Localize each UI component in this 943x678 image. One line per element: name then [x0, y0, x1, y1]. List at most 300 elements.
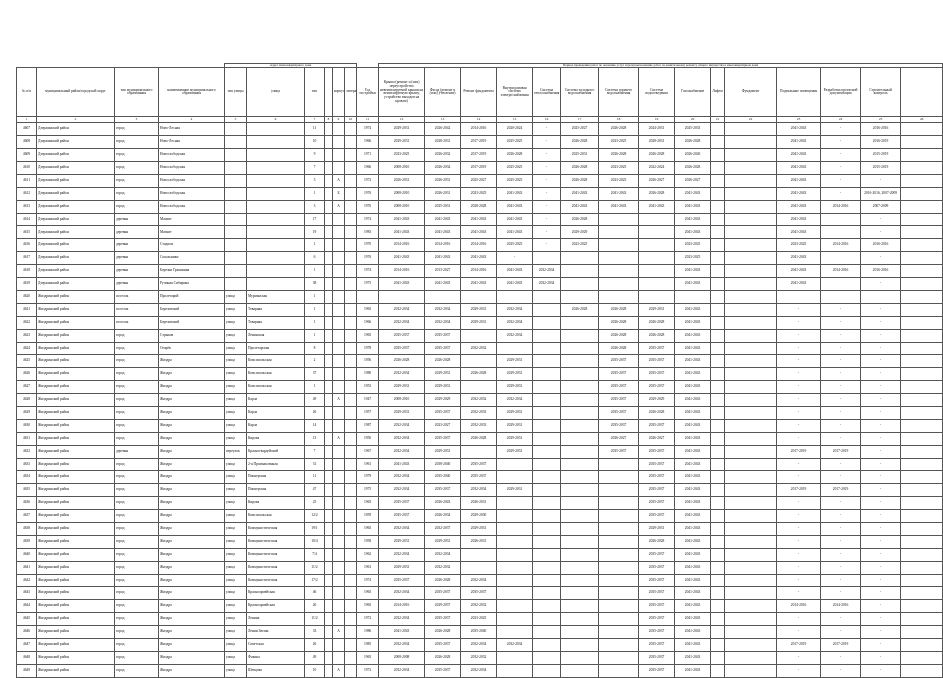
column-header: Газоснабжение [675, 68, 711, 117]
table-cell [345, 278, 357, 291]
table-cell: город [115, 510, 159, 523]
table-cell [725, 626, 777, 639]
table-cell [711, 406, 725, 419]
table-cell: 2026-2028 [675, 136, 711, 149]
table-cell [725, 458, 777, 471]
table-cell: 2035-2037 [639, 510, 675, 523]
table-cell: 2032-2034 [379, 368, 425, 381]
table-cell: 4626 [17, 368, 37, 381]
table-cell: 33 [305, 626, 325, 639]
table-cell: - [777, 561, 821, 574]
table-cell: 1965 [357, 651, 379, 664]
table-cell [461, 355, 497, 368]
table-cell: 2025-2031 [425, 200, 461, 213]
table-cell: 1965 [357, 329, 379, 342]
table-cell: Жиздра [159, 432, 225, 445]
table-cell: Жиздринский район [37, 445, 115, 458]
table-cell: - [777, 664, 821, 677]
table-cell [711, 303, 725, 316]
table-cell [225, 149, 247, 162]
table-cell: Жиздринский район [37, 626, 115, 639]
table-cell: Жиздринский район [37, 587, 115, 600]
table-cell: 2035-2037 [461, 587, 497, 600]
table-cell [711, 419, 725, 432]
table-cell: 2026-2028 [425, 651, 461, 664]
table-cell [711, 381, 725, 394]
table-cell [325, 316, 333, 329]
table-cell [901, 510, 943, 523]
table-cell [533, 432, 561, 445]
table-cell: 2032-2034 [379, 484, 425, 497]
table-cell [725, 381, 777, 394]
table-cell: 2017-2019 [821, 445, 861, 458]
table-cell: - [861, 638, 901, 651]
table-cell [345, 445, 357, 458]
table-cell [725, 471, 777, 484]
table-cell: 10 [305, 136, 325, 149]
table-cell: - [821, 123, 861, 136]
column-header: тип муниципального образования [115, 68, 159, 117]
table-cell [561, 381, 599, 394]
table-cell: город [115, 136, 159, 149]
table-cell: Фокина [247, 651, 305, 664]
table-cell [901, 200, 943, 213]
table-cell: 4635 [17, 484, 37, 497]
table-cell [379, 290, 425, 303]
table-cell: 2035-2037 [639, 600, 675, 613]
table-cell: - [821, 561, 861, 574]
table-cell: - [821, 548, 861, 561]
table-cell: 2014-2016 [379, 239, 425, 252]
table-cell [901, 368, 943, 381]
table-cell: 2041-2043 [675, 265, 711, 278]
column-header: муниципальный район/городской округ [37, 68, 115, 117]
table-cell: 4641 [17, 561, 37, 574]
table-cell [325, 600, 333, 613]
table-cell [325, 278, 333, 291]
table-row [17, 303, 943, 316]
table-cell: А [333, 200, 345, 213]
table-cell [533, 252, 561, 265]
column-header: Год постройки [357, 68, 379, 117]
table-cell [325, 561, 333, 574]
table-cell [357, 290, 379, 303]
table-cell: 1958 [357, 535, 379, 548]
table-cell: 46 [305, 587, 325, 600]
table-cell [711, 471, 725, 484]
table-cell [333, 136, 345, 149]
table-cell: 2023-2027 [425, 419, 461, 432]
table-cell: - [861, 664, 901, 677]
table-cell: - [821, 510, 861, 523]
table-cell: - [821, 136, 861, 149]
table-cell: 49 [305, 394, 325, 407]
table-cell: 1974 [357, 265, 379, 278]
table-cell: 2026-2028 [599, 149, 639, 162]
table-cell: 1974 [357, 123, 379, 136]
table-cell: Магнит [159, 226, 225, 239]
table-cell: город [115, 587, 159, 600]
table-cell: 2026-2028 [639, 187, 675, 200]
table-row [17, 213, 943, 226]
table-cell: 4642 [17, 574, 37, 587]
table-cell [461, 445, 497, 458]
table-cell: 2035-2037 [639, 561, 675, 574]
table-cell: 1966 [357, 316, 379, 329]
table-cell [561, 626, 599, 639]
table-cell: Жиздра [159, 664, 225, 677]
table-cell [325, 303, 333, 316]
table-cell [711, 522, 725, 535]
table-cell: 2026-2042 [425, 123, 461, 136]
table-cell [901, 239, 943, 252]
table-cell: 2032-2034 [379, 522, 425, 535]
table-cell: - [821, 355, 861, 368]
table-cell: - [777, 381, 821, 394]
table-cell: - [533, 136, 561, 149]
table-cell: 2008-2010 [379, 187, 425, 200]
table-cell [497, 548, 533, 561]
column-header: Строительный контроль [861, 68, 901, 117]
table-cell: - [861, 600, 901, 613]
group-address-header: Адрес многоквартирного дома [225, 64, 357, 68]
table-cell [561, 638, 599, 651]
table-cell [599, 226, 639, 239]
table-cell: 2029-2031 [497, 432, 533, 445]
table-cell: 2023-2025 [561, 239, 599, 252]
table-cell [711, 587, 725, 600]
table-cell: 2025-2027 [561, 123, 599, 136]
table-cell: 2041-2043 [379, 458, 425, 471]
table-cell: 2035-2037 [461, 471, 497, 484]
table-cell: 4629 [17, 406, 37, 419]
table-cell: Дзержинский район [37, 278, 115, 291]
table-cell: - [821, 613, 861, 626]
table-cell: 2032-2034 [497, 394, 533, 407]
table-cell [325, 329, 333, 342]
table-cell [345, 574, 357, 587]
table-cell: 2026-2031 [461, 535, 497, 548]
table-cell [345, 226, 357, 239]
table-cell: - [777, 316, 821, 329]
table-cell [333, 265, 345, 278]
table-cell: Жиздра [159, 548, 225, 561]
column-header-row [17, 68, 943, 117]
table-cell: Красноармейская [247, 587, 305, 600]
table-cell [325, 613, 333, 626]
table-cell [901, 329, 943, 342]
column-number: 12 [379, 117, 425, 123]
table-cell [821, 252, 861, 265]
table-cell [711, 626, 725, 639]
table-row [17, 522, 943, 535]
table-cell: 11/2 [305, 613, 325, 626]
table-cell: 2035-2037 [425, 484, 461, 497]
table-cell: - [777, 497, 821, 510]
table-cell: 2038-2040 [425, 458, 461, 471]
table-cell [345, 239, 357, 252]
table-cell: 2041-2043 [425, 252, 461, 265]
table-cell [225, 174, 247, 187]
table-cell: - [861, 342, 901, 355]
table-cell: Коммунистическая [247, 522, 305, 535]
table-cell: 1974 [357, 574, 379, 587]
table-cell [711, 136, 725, 149]
table-cell: 13 [305, 432, 325, 445]
table-cell: 2035-2037 [379, 574, 425, 587]
table-cell: 4616 [17, 239, 37, 252]
column-number: 26 [901, 117, 943, 123]
table-cell: город [115, 561, 159, 574]
table-cell [725, 278, 777, 291]
table-cell: 2041-2043 [675, 445, 711, 458]
table-cell: 4622 [17, 316, 37, 329]
table-cell [901, 278, 943, 291]
table-row [17, 664, 943, 677]
table-cell: Жиздринский район [37, 406, 115, 419]
table-cell: 2015-2019 [861, 149, 901, 162]
table-cell: - [777, 574, 821, 587]
table-cell: 4623 [17, 329, 37, 342]
table-cell: - [821, 626, 861, 639]
table-cell: Ленинская [247, 329, 305, 342]
table-cell: - [533, 149, 561, 162]
table-cell: 2029-2031 [461, 522, 497, 535]
table-cell: 2041-2043 [461, 252, 497, 265]
table-cell: 19 [305, 226, 325, 239]
table-cell [325, 510, 333, 523]
table-cell [333, 278, 345, 291]
table-cell: улица [225, 406, 247, 419]
table-cell: 4643 [17, 587, 37, 600]
table-cell: город [115, 626, 159, 639]
table-cell: Жиздринский район [37, 290, 115, 303]
table-cell [561, 548, 599, 561]
table-cell: 2016-2019 [861, 136, 901, 149]
table-row [17, 638, 943, 651]
table-cell: улица [225, 561, 247, 574]
table-cell: 4621 [17, 303, 37, 316]
table-cell: 1983 [357, 226, 379, 239]
table-cell [599, 587, 639, 600]
table-cell [711, 290, 725, 303]
table-cell [225, 162, 247, 175]
column-number: 5 [225, 117, 247, 123]
table-cell [333, 651, 345, 664]
table-cell: - [777, 613, 821, 626]
table-cell: город [115, 664, 159, 677]
table-cell: 2026-2027 [599, 432, 639, 445]
table-cell [725, 329, 777, 342]
table-cell: - [777, 303, 821, 316]
table-cell [497, 522, 533, 535]
table-cell [639, 252, 675, 265]
table-cell: - [533, 239, 561, 252]
table-cell: - [861, 626, 901, 639]
table-cell: Жиздра [159, 406, 225, 419]
table-cell: Красноармейская [247, 600, 305, 613]
table-cell [345, 613, 357, 626]
table-cell [345, 162, 357, 175]
table-cell: - [777, 471, 821, 484]
table-cell: 2023-2025 [777, 239, 821, 252]
table-cell: Новослободская [159, 200, 225, 213]
table-cell: 2032-2034 [425, 548, 461, 561]
table-cell: 2017-2019 [777, 638, 821, 651]
table-cell [345, 394, 357, 407]
table-cell: - [821, 406, 861, 419]
table-cell: 17/2 [305, 574, 325, 587]
table-row [17, 394, 943, 407]
table-cell [725, 226, 777, 239]
table-cell [561, 613, 599, 626]
table-cell [901, 445, 943, 458]
table-cell: 2041-2043 [675, 471, 711, 484]
table-cell: Жиздра [159, 471, 225, 484]
table-cell [325, 123, 333, 136]
table-cell: Жиздринский район [37, 316, 115, 329]
table-cell: 2035-2037 [639, 471, 675, 484]
table-cell [247, 213, 305, 226]
table-cell [325, 406, 333, 419]
table-cell: - [861, 510, 901, 523]
table-cell: Карла [247, 419, 305, 432]
table-cell: 2014-2016 [777, 600, 821, 613]
table-cell [561, 471, 599, 484]
table-cell: 2035-2037 [599, 394, 639, 407]
table-cell [225, 136, 247, 149]
table-cell [901, 432, 943, 445]
table-cell [725, 174, 777, 187]
table-cell [725, 368, 777, 381]
table-cell: 2026-2027 [639, 432, 675, 445]
table-cell: 1975 [357, 278, 379, 291]
table-cell [345, 638, 357, 651]
table-cell: 2041-2043 [497, 226, 533, 239]
table-cell [247, 174, 305, 187]
table-cell: Жиздринский район [37, 664, 115, 677]
table-cell: 2041-2043 [675, 638, 711, 651]
table-cell: - [861, 445, 901, 458]
table-cell [901, 535, 943, 548]
table-row [17, 174, 943, 187]
table-cell [901, 626, 943, 639]
table-cell: Кирова [247, 432, 305, 445]
table-cell [561, 406, 599, 419]
table-cell: Жиздра [159, 522, 225, 535]
table-cell: улица [225, 484, 247, 497]
table-cell: 2026-2028 [639, 149, 675, 162]
table-cell [225, 278, 247, 291]
table-cell: 2026-2028 [425, 574, 461, 587]
table-cell [711, 394, 725, 407]
table-cell: - [777, 355, 821, 368]
table-cell [533, 522, 561, 535]
table-row [17, 497, 943, 510]
table-cell [599, 664, 639, 677]
table-cell: улица [225, 535, 247, 548]
table-cell [333, 548, 345, 561]
table-cell [345, 497, 357, 510]
table-cell [345, 381, 357, 394]
table-cell: 26 [305, 406, 325, 419]
table-cell: 1 [305, 316, 325, 329]
table-cell: 2041-2043 [777, 278, 821, 291]
table-cell [725, 445, 777, 458]
table-cell [901, 497, 943, 510]
table-cell: 2035-2037 [425, 638, 461, 651]
table-cell [533, 419, 561, 432]
table-cell: - [777, 342, 821, 355]
table-cell: - [861, 522, 901, 535]
table-cell [599, 497, 639, 510]
table-cell: 2041-2043 [639, 200, 675, 213]
table-cell: город [115, 187, 159, 200]
table-cell: 19/1 [305, 522, 325, 535]
table-cell: Ленин Зюзин [247, 626, 305, 639]
table-cell [247, 123, 305, 136]
table-cell: 2026-2028 [675, 162, 711, 175]
table-cell [901, 149, 943, 162]
table-cell: город [115, 200, 159, 213]
table-cell: Березки Грачинина [159, 265, 225, 278]
table-cell: улица [225, 368, 247, 381]
table-cell [497, 342, 533, 355]
table-cell: - [861, 355, 901, 368]
table-cell [497, 626, 533, 639]
table-cell [345, 419, 357, 432]
column-number: 1 [17, 117, 37, 123]
table-cell: 2032-2034 [461, 484, 497, 497]
table-cell [461, 329, 497, 342]
table-cell [333, 290, 345, 303]
table-cell: Жиздринский район [37, 548, 115, 561]
table-cell: 2035-2037 [425, 329, 461, 342]
table-cell: улица [225, 303, 247, 316]
table-cell: 2023-2025 [675, 239, 711, 252]
table-cell: Березовский [159, 316, 225, 329]
table-cell: 4620 [17, 290, 37, 303]
table-cell [901, 522, 943, 535]
table-cell: - [533, 162, 561, 175]
table-cell [533, 406, 561, 419]
table-cell [901, 587, 943, 600]
table-cell: - [821, 432, 861, 445]
table-cell [725, 638, 777, 651]
table-cell: Коммунистическая [247, 561, 305, 574]
table-cell: 2015-2019 [861, 162, 901, 175]
table-cell [725, 522, 777, 535]
table-cell [561, 290, 599, 303]
table-cell: - [821, 664, 861, 677]
table-cell: Жиздра [159, 587, 225, 600]
table-cell: 2035-2037 [599, 445, 639, 458]
table-cell: 2025-2031 [561, 149, 599, 162]
table-cell [821, 226, 861, 239]
table-cell: 1972 [357, 613, 379, 626]
table-cell: 49 [305, 651, 325, 664]
table-cell: Красногвардейский [247, 445, 305, 458]
table-cell [325, 265, 333, 278]
table-cell: 2026-2028 [599, 303, 639, 316]
table-cell: 2035-2037 [639, 664, 675, 677]
table-row [17, 587, 943, 600]
table-cell: 1950 [357, 432, 379, 445]
table-cell: - [777, 458, 821, 471]
table-cell: 1961 [357, 458, 379, 471]
table-cell: 2035-2040 [425, 471, 461, 484]
table-cell: - [861, 278, 901, 291]
